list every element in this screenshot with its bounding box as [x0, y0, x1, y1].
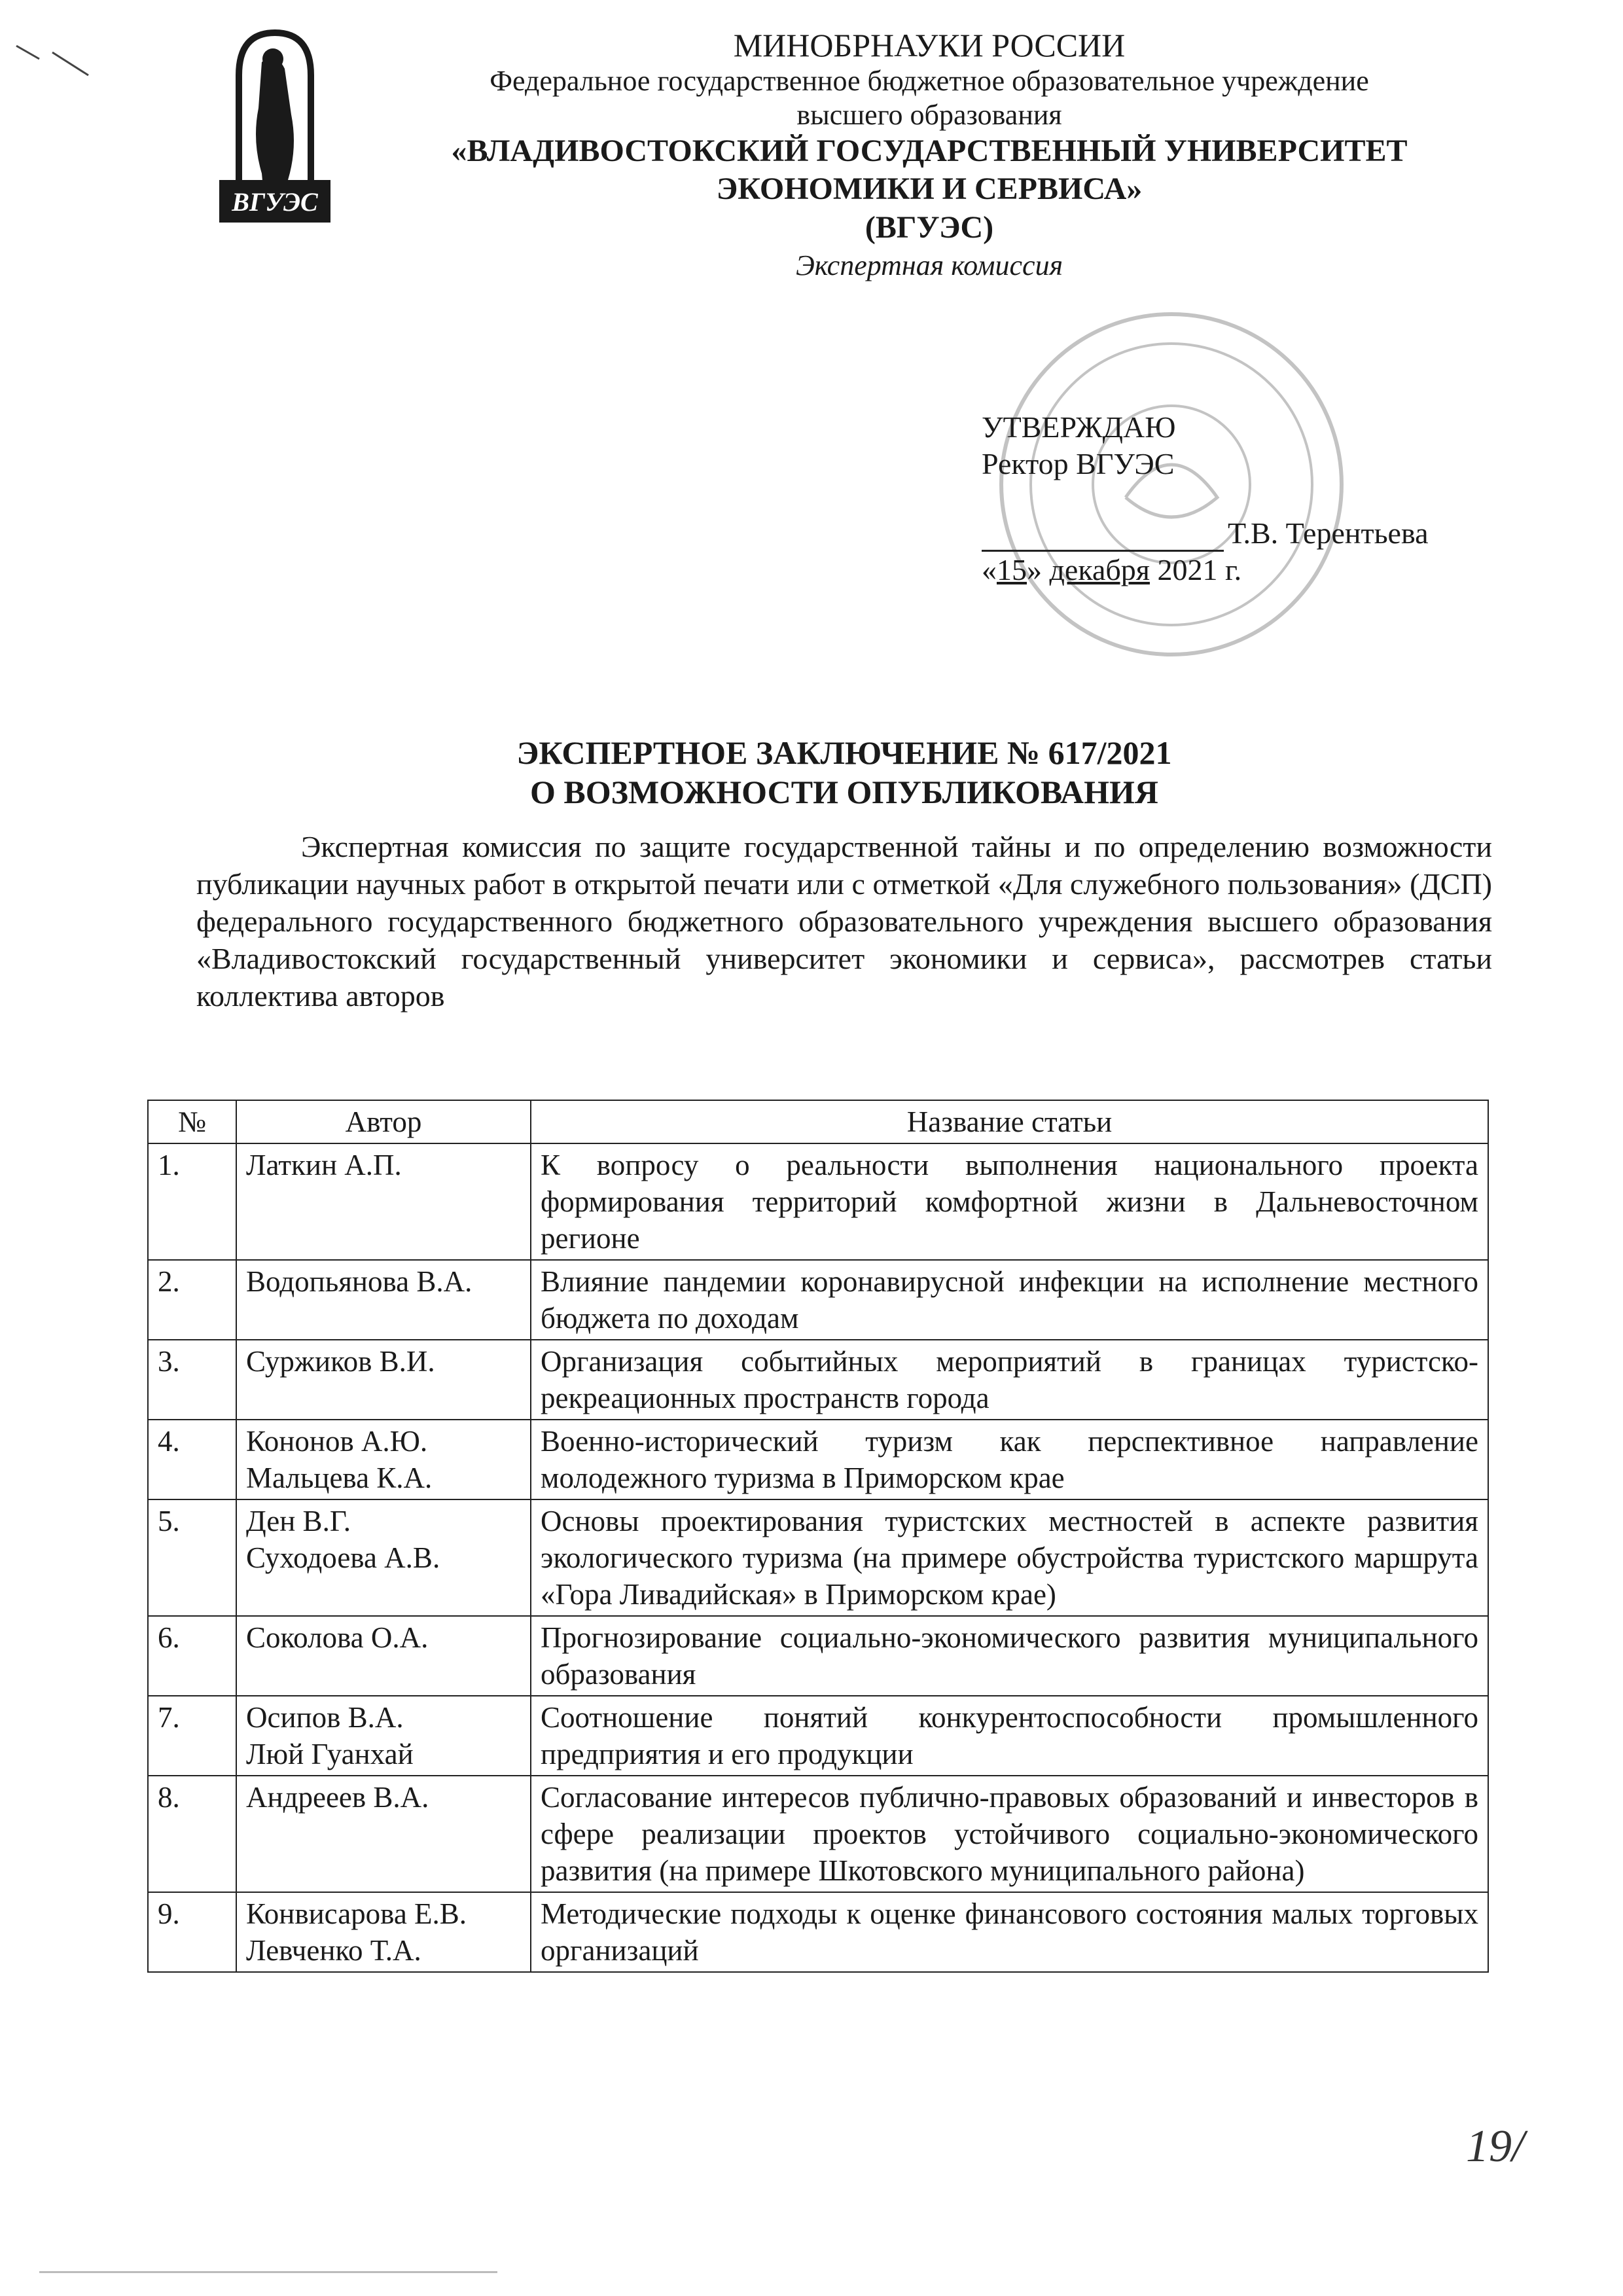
author-name: Водопьянова В.А.: [246, 1265, 473, 1298]
author-name: Конвисарова Е.В.: [246, 1897, 467, 1930]
table-row: [148, 1143, 1488, 1260]
row-authors: [236, 1892, 531, 1972]
header-block: [366, 26, 1492, 284]
table-row: [148, 1420, 1488, 1499]
university-name-line1: «ВЛАДИВОСТОКСКИЙ ГОСУДАРСТВЕННЫЙ УНИВЕРСИТЕТ: [451, 134, 1408, 168]
logo-text: ВГУЭС: [232, 187, 318, 217]
table-row: [148, 1776, 1488, 1892]
university-abbreviation: (ВГУЭС): [865, 210, 994, 245]
approval-date: [982, 552, 1492, 588]
university-logo: [200, 23, 350, 232]
row-authors: [236, 1143, 531, 1260]
table-row: [148, 1260, 1488, 1340]
row-authors: [236, 1340, 531, 1420]
article-title: Влияние пандемии коронавирусной инфекции на исполнение местного бюджета по доходам: [531, 1260, 1488, 1340]
author-name: Андрееев В.А.: [246, 1781, 429, 1814]
article-title: Согласование интересов публично-правовых образований и инвесторов в сфере реализации проектов устойчивого социально-экономического развития (на примере Шкотовского муниципального района): [531, 1776, 1488, 1892]
row-number: 6.: [148, 1616, 236, 1696]
author-name: Кононов А.Ю.: [246, 1425, 428, 1458]
row-number: 9.: [148, 1892, 236, 1972]
title-line1: ЭКСПЕРТНОЕ ЗАКЛЮЧЕНИЕ № 617/2021: [516, 734, 1172, 771]
scan-artifact-mark: [13, 39, 92, 79]
education-level: высшего образования: [796, 99, 1062, 131]
date-year: 2021: [1157, 553, 1218, 586]
author-name: Ден В.Г.: [246, 1505, 351, 1537]
university-name-line2: ЭКОНОМИКИ И СЕРВИСА»: [716, 171, 1143, 206]
table-row: [148, 1696, 1488, 1776]
row-number: 1.: [148, 1143, 236, 1260]
header-title: Название статьи: [531, 1100, 1488, 1143]
date-close-quote: »: [1027, 553, 1042, 586]
author-name: Соколова О.А.: [246, 1621, 429, 1654]
row-authors: [236, 1776, 531, 1892]
row-authors: [236, 1499, 531, 1616]
signatory-name: Т.В. Терентьева: [1228, 516, 1429, 550]
signature-line: [982, 524, 1224, 552]
row-number: 3.: [148, 1340, 236, 1420]
table-body: [148, 1143, 1488, 1972]
row-authors: [236, 1696, 531, 1776]
approval-block: [982, 409, 1492, 588]
row-authors: [236, 1260, 531, 1340]
row-number: 5.: [148, 1499, 236, 1616]
table-row: [148, 1499, 1488, 1616]
author-name: Суходоева А.В.: [246, 1541, 440, 1574]
approve-word: УТВЕРЖДАЮ: [982, 410, 1176, 444]
page-number-mark: 19/: [1466, 2121, 1525, 2172]
article-title: Военно-исторический туризм как перспективное направление молодежного туризма в Приморском крае: [531, 1420, 1488, 1499]
row-number: 2.: [148, 1260, 236, 1340]
row-number: 7.: [148, 1696, 236, 1776]
author-name: Мальцева К.А.: [246, 1462, 433, 1494]
date-open-quote: «: [982, 553, 997, 586]
article-title: Организация событийных мероприятий в границах туристско-рекреационных пространств города: [531, 1340, 1488, 1420]
scan-edge-line: [39, 2271, 497, 2273]
articles-table: [147, 1100, 1489, 1973]
article-title: К вопросу о реальности выполнения национального проекта формирования территорий комфортной жизни в Дальневосточном регионе: [531, 1143, 1488, 1260]
date-year-suffix: г.: [1224, 553, 1242, 586]
intro-paragraph: Экспертная комиссия по защите государственной тайны и по определению возможности публикации научных работ в открытой печати или с отметкой «Для служебного пользования» (ДСП) федерального государственного бюджетного образовательного учреждения высшего образования «Владивостокский государственный университет экономики и сервиса», рассмотрев статьи коллектива авторов: [196, 830, 1492, 1013]
row-authors: [236, 1420, 531, 1499]
row-authors: [236, 1616, 531, 1696]
article-title: Прогнозирование социально-экономического развития муниципального образования: [531, 1616, 1488, 1696]
institution-type: Федеральное государственное бюджетное образовательное учреждение: [490, 65, 1369, 97]
table-row: [148, 1892, 1488, 1972]
article-title: Основы проектирования туристских местностей в аспекте развития экологического туризма (на примере обустройства туристского маршрута «Гора Ливадийская» в Приморском крае): [531, 1499, 1488, 1616]
table-row: [148, 1340, 1488, 1420]
table-header-row: [148, 1100, 1488, 1143]
author-name: Суржиков В.И.: [246, 1345, 435, 1378]
author-name: Люй Гуанхай: [246, 1738, 414, 1770]
ministry-name: МИНОБРНАУКИ РОССИИ: [733, 27, 1126, 63]
header-author: Автор: [236, 1100, 531, 1143]
author-name: Левченко Т.А.: [246, 1934, 421, 1967]
date-month: декабря: [1049, 553, 1150, 586]
author-name: Латкин А.П.: [246, 1149, 402, 1181]
date-day: 15: [997, 553, 1027, 586]
table-row: [148, 1616, 1488, 1696]
commission-name: Экспертная комиссия: [795, 249, 1063, 281]
approver-position: Ректор ВГУЭС: [982, 447, 1175, 480]
row-number: 4.: [148, 1420, 236, 1499]
author-name: Осипов В.А.: [246, 1701, 404, 1734]
article-title: Методические подходы к оценке финансового состояния малых торговых организаций: [531, 1892, 1488, 1972]
article-title: Соотношение понятий конкурентоспособности промышленного предприятия и его продукции: [531, 1696, 1488, 1776]
row-number: 8.: [148, 1776, 236, 1892]
header-num: №: [148, 1100, 236, 1143]
document-title: [196, 733, 1492, 812]
title-line2: О ВОЗМОЖНОСТИ ОПУБЛИКОВАНИЯ: [529, 774, 1159, 810]
